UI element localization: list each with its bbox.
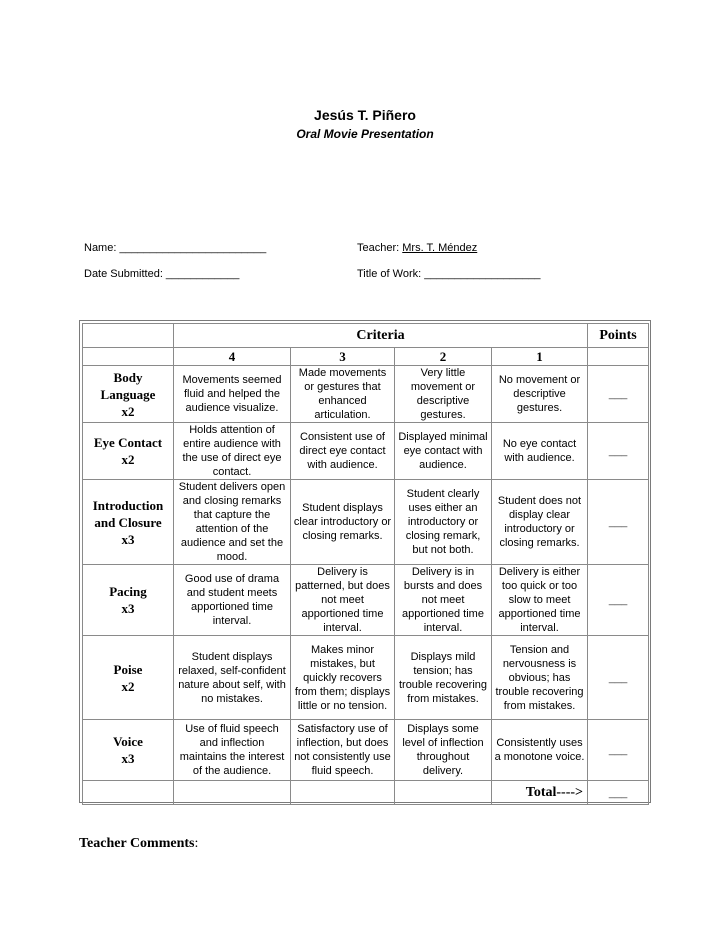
criterion-voice: Voice x3 <box>83 720 174 781</box>
rubric-table <box>82 323 649 805</box>
teacher-comments-label: Teacher Comments <box>79 836 195 851</box>
points-heading: Points <box>588 324 649 348</box>
empty-total-cell <box>174 781 291 805</box>
descriptor-2: Delivery is in bursts and does not meet apportioned time interval. <box>395 565 492 636</box>
descriptor-1: Consistently uses a monotone voice. <box>492 720 588 781</box>
author-name: Jesús T. Piñero <box>314 107 416 123</box>
name-field[interactable]: Name: ________________________ <box>84 242 267 254</box>
descriptor-2: Very little movement or descriptive gestures. <box>395 366 492 423</box>
score-3: 3 <box>291 348 395 366</box>
empty-total-cell <box>395 781 492 805</box>
descriptor-3: Satisfactory use of inflection, but does not consistently use fluid speech. <box>291 720 395 781</box>
teacher-comments-colon: : <box>194 836 199 851</box>
descriptor-2: Displayed minimal eye contact with audience. <box>395 423 492 480</box>
points-blank[interactable]: ___ <box>588 565 649 636</box>
descriptor-4: Student displays relaxed, self-confident nature about self, with no mistakes. <box>174 636 291 720</box>
table-row <box>83 636 649 720</box>
empty-points-cell <box>588 348 649 366</box>
descriptor-1: Student does not display clear introductory or closing remarks. <box>492 480 588 565</box>
empty-score-cell <box>83 348 174 366</box>
score-4: 4 <box>174 348 291 366</box>
descriptor-1: Delivery is either too quick or too slow to meet apportioned time interval. <box>492 565 588 636</box>
teacher-comments <box>79 836 198 852</box>
points-blank[interactable]: ___ <box>588 720 649 781</box>
score-1: 1 <box>492 348 588 366</box>
empty-total-cell <box>83 781 174 805</box>
teacher-label: Teacher: <box>357 242 403 254</box>
score-header-row <box>83 348 649 366</box>
points-blank[interactable]: ___ <box>588 423 649 480</box>
table-row <box>83 423 649 480</box>
document-subtitle: Oral Movie Presentation <box>296 127 434 141</box>
rubric-frame <box>79 320 651 803</box>
score-2: 2 <box>395 348 492 366</box>
criteria-heading: Criteria <box>174 324 588 348</box>
criterion-poise: Poise x2 <box>83 636 174 720</box>
teacher-field <box>357 242 477 254</box>
criterion-eye-contact: Eye Contact x2 <box>83 423 174 480</box>
criterion-pacing: Pacing x3 <box>83 565 174 636</box>
criteria-header-row <box>83 324 649 348</box>
descriptor-4: Student delivers open and closing remarks that capture the attention of the audience and set the mood. <box>174 480 291 565</box>
total-label: Total----> <box>492 781 588 805</box>
descriptor-1: No movement or descriptive gestures. <box>492 366 588 423</box>
table-row <box>83 480 649 565</box>
criterion-body-language: Body Language x2 <box>83 366 174 423</box>
descriptor-3: Consistent use of direct eye contact with audience. <box>291 423 395 480</box>
descriptor-3: Made movements or gestures that enhanced articulation. <box>291 366 395 423</box>
descriptor-4: Use of fluid speech and inflection maintains the interest of the audience. <box>174 720 291 781</box>
descriptor-3: Student displays clear introductory or closing remarks. <box>291 480 395 565</box>
descriptor-4: Movements seemed fluid and helped the audience visualize. <box>174 366 291 423</box>
criterion-introduction-closure: Introduction and Closure x3 <box>83 480 174 565</box>
points-blank[interactable]: ___ <box>588 366 649 423</box>
descriptor-2: Displays mild tension; has trouble recovering from mistakes. <box>395 636 492 720</box>
total-row <box>83 781 649 805</box>
title-of-work-field[interactable]: Title of Work: ___________________ <box>357 268 541 280</box>
descriptor-4: Holds attention of entire audience with the use of direct eye contact. <box>174 423 291 480</box>
descriptor-4: Good use of drama and student meets apportioned time interval. <box>174 565 291 636</box>
descriptor-2: Displays some level of inflection throughout delivery. <box>395 720 492 781</box>
points-blank[interactable]: ___ <box>588 480 649 565</box>
descriptor-3: Makes minor mistakes, but quickly recovers from them; displays little or no tension. <box>291 636 395 720</box>
descriptor-1: Tension and nervousness is obvious; has trouble recovering from mistakes. <box>492 636 588 720</box>
empty-total-cell <box>291 781 395 805</box>
date-submitted-field[interactable]: Date Submitted: ____________ <box>84 268 240 280</box>
total-points-blank[interactable]: ___ <box>588 781 649 805</box>
empty-header-cell <box>83 324 174 348</box>
points-blank[interactable]: ___ <box>588 636 649 720</box>
table-row <box>83 720 649 781</box>
table-row <box>83 565 649 636</box>
descriptor-3: Delivery is patterned, but does not meet apportioned time interval. <box>291 565 395 636</box>
descriptor-2: Student clearly uses either an introductory or closing remark, but not both. <box>395 480 492 565</box>
teacher-value: Mrs. T. Méndez <box>402 242 478 254</box>
table-row <box>83 366 649 423</box>
descriptor-1: No eye contact with audience. <box>492 423 588 480</box>
